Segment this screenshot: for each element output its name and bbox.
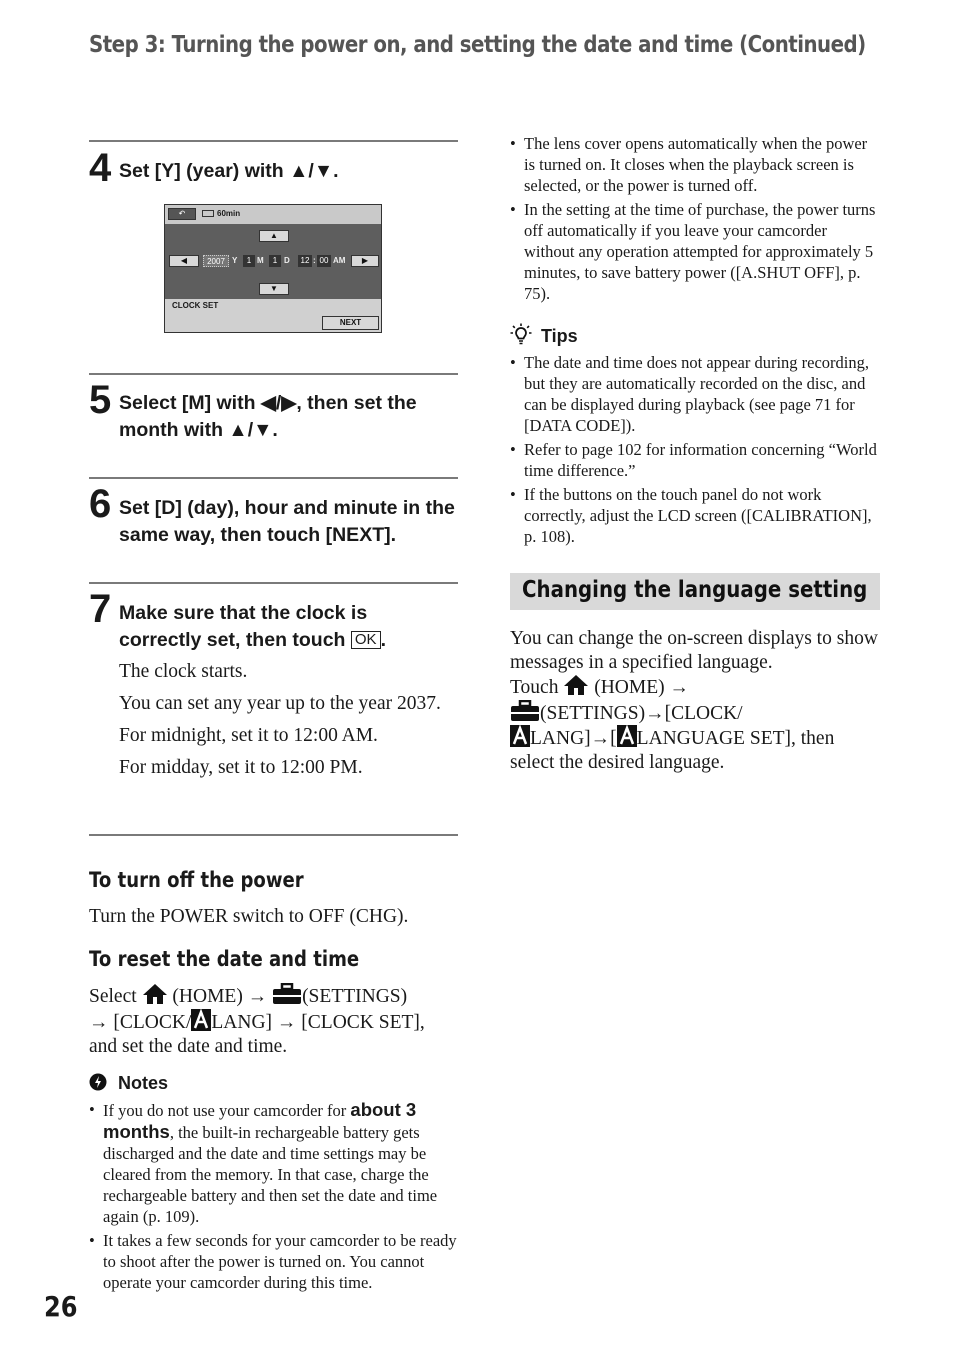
step-number: 4 xyxy=(89,146,112,190)
step-text: Select [M] with ◀/▶, then set the month with ▲/▼. xyxy=(119,392,417,441)
notes-list xyxy=(89,1099,457,1296)
language-text xyxy=(510,627,880,774)
time-separator: : xyxy=(313,256,316,265)
reset-text xyxy=(89,983,459,1059)
tip-bulb-icon xyxy=(510,323,532,345)
notes-heading-row xyxy=(89,1073,168,1094)
list-item: • It takes a few seconds for your camcorder to be ready to shoot after the power is turned on. You cannot operate your camcorder during this time. xyxy=(89,1230,457,1293)
lcd-status-bar xyxy=(165,205,381,224)
tips-heading-row xyxy=(510,323,578,347)
notes-heading: Notes xyxy=(118,1073,169,1093)
lang-a-icon xyxy=(617,725,637,747)
turn-off-text: Turn the POWER switch to OFF (CHG). xyxy=(89,906,409,927)
text-run: LANGUAGE SET], then select the desired language. xyxy=(510,728,835,773)
step-number: 6 xyxy=(89,482,112,526)
reset-heading: To reset the date and time xyxy=(89,947,360,971)
lcd-title: CLOCK SET xyxy=(172,301,219,310)
note-icon xyxy=(89,1073,107,1091)
tips-heading: Tips xyxy=(541,326,578,346)
text-run: If you do not use your camcorder for xyxy=(103,1101,347,1120)
year-label: Y xyxy=(232,256,238,265)
page-header: Step 3: Turning the power on, and setting the date and time (Continued) xyxy=(89,32,866,58)
lang-a-icon xyxy=(191,1009,211,1031)
text-run: , the built-in rechargeable battery gets discharged and the date and time settings may be cleared from the memory. In that case, charge the rechargeable battery and then set the date and time again (p. 109). xyxy=(103,1123,438,1226)
right-bullets xyxy=(510,133,878,307)
home-icon xyxy=(142,983,168,1005)
minute-field[interactable]: 00 xyxy=(317,255,331,267)
body-paragraph: For midday, set it to 12:00 PM. xyxy=(119,757,363,778)
divider xyxy=(89,834,458,836)
arrow: → xyxy=(247,986,268,1007)
step-text: Set [D] (day), hour and minute in the same way, then touch [NEXT]. xyxy=(119,497,455,546)
home-icon xyxy=(563,674,589,696)
hour-field[interactable]: 12 xyxy=(298,255,312,267)
list-item xyxy=(89,1099,457,1227)
divider xyxy=(89,582,458,584)
body-paragraph: The clock starts. xyxy=(119,661,248,682)
month-field[interactable]: 1 xyxy=(243,255,255,267)
day-field[interactable]: 1 xyxy=(269,255,281,267)
page-number: 26 xyxy=(44,1290,78,1323)
text-run: (HOME) xyxy=(172,986,243,1007)
text-run: Select xyxy=(89,986,137,1007)
arrow: → xyxy=(645,702,665,724)
step-text xyxy=(119,600,419,654)
text-run: [CLOCK/ xyxy=(664,702,743,724)
ampm-label: AM xyxy=(333,256,346,265)
list-item: • Refer to page 102 for information concerning “World time difference.” xyxy=(510,439,878,481)
text-run: LANG] xyxy=(211,1012,273,1033)
tips-list xyxy=(510,352,878,550)
settings-toolbox-icon xyxy=(272,983,302,1005)
ok-button-icon: OK xyxy=(351,631,381,649)
battery-remaining: 60min xyxy=(217,209,241,218)
return-icon[interactable]: ↶ xyxy=(168,208,196,220)
text-run: [CLOCK/ xyxy=(113,1012,192,1033)
text-run: You can change the on-screen displays to show messages in a specified language. xyxy=(510,628,878,673)
divider xyxy=(89,477,458,479)
step-text: Set [Y] (year) with ▲/▼. xyxy=(119,160,339,182)
up-arrow-button[interactable]: ▲ xyxy=(259,230,289,242)
language-section-title: Changing the language setting xyxy=(522,577,868,603)
step-number: 7 xyxy=(89,587,112,631)
arrow: → xyxy=(89,1012,109,1033)
arrow: → xyxy=(669,677,689,698)
list-item: • In the setting at the time of purchase, the power turns off automatically if you leave your camcorder without any operation attempted for approximately 5 minutes, to save battery power ([A.SHUT OFF], p. 75). xyxy=(510,199,878,304)
settings-toolbox-icon xyxy=(510,700,540,722)
list-item: • The date and time does not appear during recording, but they are automatically recorded on the disc, and can be displayed during playback (see page 71 for [DATA CODE]). xyxy=(510,352,878,436)
emphasis-text: about 3 months xyxy=(103,1099,417,1142)
step-number: 5 xyxy=(89,378,112,422)
day-label: D xyxy=(284,256,290,265)
list-item: • The lens cover opens automatically when the power is turned on. It closes when the playback screen is selected, or the power is turned off. xyxy=(510,133,878,196)
step-text-part: Make sure that the clock is correctly set, then touch xyxy=(119,602,368,651)
lcd-bottom-bar xyxy=(165,299,381,332)
text-run: (SETTINGS) xyxy=(302,986,408,1007)
text-run: [CLOCK SET], xyxy=(301,1012,425,1033)
year-field[interactable]: 2007 xyxy=(203,255,229,267)
next-button[interactable]: NEXT xyxy=(322,316,379,330)
divider xyxy=(89,373,458,375)
text-run: and set the date and time. xyxy=(89,1036,288,1057)
turn-off-heading: To turn off the power xyxy=(89,868,304,892)
list-item: • If the buttons on the touch panel do not work correctly, adjust the LCD screen ([CALIBRATION], p. 108). xyxy=(510,484,878,547)
text-run: Touch xyxy=(510,677,559,698)
battery-icon xyxy=(202,210,214,217)
step7-description xyxy=(119,660,449,779)
down-arrow-button[interactable]: ▼ xyxy=(259,283,289,295)
arrow: → xyxy=(590,728,611,749)
text-run: (HOME) xyxy=(594,677,665,698)
text-run: [ xyxy=(610,728,617,749)
divider xyxy=(89,140,458,142)
text-run: LANG] xyxy=(530,728,591,749)
body-paragraph: You can set any year up to the year 2037. xyxy=(119,693,441,714)
lcd-clock-set-screen xyxy=(164,204,382,333)
arrow: → xyxy=(276,1012,297,1033)
step-text-part: . xyxy=(380,629,386,651)
text-run: (SETTINGS) xyxy=(540,702,646,724)
lang-a-icon xyxy=(510,725,530,747)
body-paragraph: For midnight, set it to 12:00 AM. xyxy=(119,725,378,746)
language-section-bar xyxy=(510,573,880,610)
left-arrow-button[interactable]: ◀ xyxy=(169,255,199,267)
right-arrow-button[interactable]: ▶ xyxy=(351,255,379,267)
month-label: M xyxy=(257,256,264,265)
